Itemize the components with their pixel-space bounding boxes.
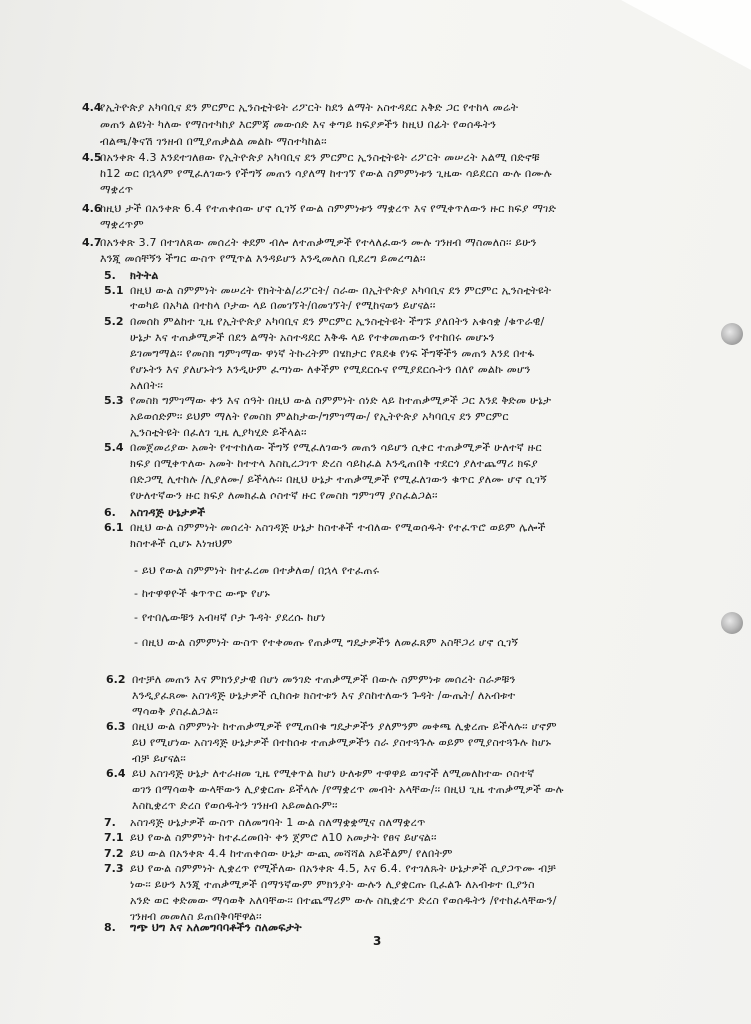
text-line: በመሰከ ምልከተ ጊዜ የኢትዮጵያ አካባቢና ደን ምርምር ኢንስቲትዩት ችግኙ ያለበትን አቁሳቋ /ቁጥራዊ/ — [130, 315, 545, 328]
text-line: በአንቀጽ 3.7 በተገለጸው መሰረት ቀደም ብሎ ለተጠቃሚዎች የተላለፈውን ሙሉ ገንዘብ ማስመለስ፡፡ ይሁን — [100, 236, 537, 249]
text-line: ተወካይ በአካል በተከላ ቦታው ላይ በመገኘት/በመገኘት/ የሚከናወን ይሆናል፡፡ — [130, 299, 436, 312]
text-line: አስገዳጅ ሁኔታዎች ውስጥ ስለመግባት 1 ውል ስለማቋቋሚና ስለማቋረጥ — [130, 816, 426, 829]
text-line: ማቋረጥ — [100, 183, 134, 196]
text-line: የኢትዮጵያ አካባቢና ደን ምርምር ኢንስቲትዩት ሪፖርት ከደን ልማት አስተዳደር አቅድ ጋር የተከላ መሬት — [100, 101, 519, 114]
text-line: - በዚህ ውል ስምምነት ውስጥ የተቀመጡ የጠቃሚ ግዴታዎችን ለመፈጸም አስቸጋሪ ሆኖ ሲገኝ — [134, 636, 519, 649]
text-line: ወገን በማሳወቅ ውላቸውን ሊያቋርጡ ይችላሉ /የማቋረጥ መብት አላቸው/፡፡ በዚህ ጊዜ ተጠቃሚዎች ውሉ — [132, 783, 564, 796]
text-line: በተቻለ መጠን እና ምክንያታዊ በሆነ መንገድ ተጠቃሚዎች በውሉ ስምምነቱ መሰረት ስራዎቹን — [132, 673, 516, 686]
text-line: የሆኑትን እና ያለሆኑትን እንዲሁም ፈጣነው ለቀችም የሚደርሱና የሚያደርሱትን በለየ መልኩ መሆን — [130, 363, 531, 376]
section-number: 5.4 — [104, 441, 124, 454]
section-number: 6. — [104, 506, 116, 519]
text-line: ማቋረጥም — [100, 218, 144, 231]
text-line: ይህ የውል ስምምነት ከተፈረመበት ቀን ጀምሮ ለ10 አመታት የፀና ይሆናል፡፡ — [130, 831, 437, 844]
text-line: ክስተቶች ሲሆኑ እነዝህም — [130, 537, 233, 550]
text-line: ይህ የውል ስምምነት ሊቋረጥ የሚችለው በአንቀጽ 4.5, እና 6.4. የተገለጹት ሁኔታዎች ሲያጋጥሙ ብቻ — [130, 862, 556, 875]
section-number: 7.2 — [104, 847, 124, 860]
text-line: ከ12 ወር በኋላም የሚፈለገውን የችግኝ መጠን ሳያለማ ከተገኘ የውል ስምምነቱን ጊዜው ሳይደርስ ውሉ በሙሉ — [100, 167, 552, 180]
text-line: አይወሰድም፡፡ ይህም ማለት የመስክ ምልከታው/ግምገማው/ የኢትዮጵያ አካባቢና ደን ምርምር — [130, 410, 509, 423]
text-line: ይገመግማል፡፡ የመስክ ግምገማው ዋነኛ ትኩረትም በሄክታር የጸደቁ የነፍ ችግኞችን መጠን እንደ በተፋ — [130, 347, 535, 360]
text-line: ይህ የሚሆነው አስገዳጅ ሁኔታዎች በተከሰቱ ተጠቃሚዎችን ስራ ያስተጓጉሉ ወይም የሚያስተጓጉሉ ከሆኑ — [132, 736, 552, 749]
text-line: በመጀመሪያው አመት የተተከለው ችግኝ የሚፈለገውን መጠን ሳይሆን ሲቀር ተጠቃሚዎች ሁለተኛ ዙር — [130, 441, 542, 454]
section-number: 4.7 — [82, 236, 102, 249]
text-line: ገንዘብ መመለስ ይጠበቅባቸዋል፡፡ — [130, 910, 262, 923]
section-number: 4.4 — [82, 101, 102, 114]
text-line: ነው፡፡ ይሁን እንጂ ተጠቃሚዎች በማንኛውም ምክንያት ውሉን ሊያቋርጡ ቢፈልጉ ለአብቱተ ቢያንስ — [130, 878, 535, 891]
text-line: የመስክ ግምገማው ቀን እና ሰዓት በዚህ ውል ስምምነት ሰነድ ላይ ከተጠቃሚዎች ጋር እንደ ቅድመ ሁኔታ — [130, 394, 552, 407]
text-line: ክፍያ በሚቀጥለው አመት ከተተላ እስኪረጋገጥ ድረስ ሳይከፈል እንዲጠበቅ ተደርጎ ያለተጨማሪ ክፍያ — [130, 457, 538, 470]
section-number: 5.1 — [104, 284, 124, 297]
text-line: በዚህ ውል ስምምነት መሠረት የክትትል/ሪፖርት/ ስራው በኢትዮጵያ አካባቢና ደን ምርምር ኢንስቲትዩት — [130, 284, 552, 297]
text-line: በዚህ ውል ስምምነት መሰረት አስገዳጅ ሁኔታ ከስተቶች ተብለው የሚወሰዱት የተፈጥሮ ወይም ሌሎች — [130, 521, 546, 534]
text-line: - የተበሌውቹን አብዛኛ ቦታ ጉዳት ያደረሱ ከሆነ — [134, 611, 326, 624]
section-number: 6.1 — [104, 521, 124, 534]
text-line: መጠን ልዩነት ካለው የማስተካከያ እርምጃ መውሰድ እና ቀጣይ ክፍያዎችን ከዚህ በፊት የወሰዱትን — [100, 118, 497, 131]
page-number: 3 — [373, 934, 382, 948]
section-number: 4.6 — [82, 202, 102, 215]
section-number: 7.1 — [104, 831, 124, 844]
text-line: ሁኔታ እና ተጠቃሚዎች በደን ልማት አስተዳደር እቅዱ ላይ የተቀመጠውን የተከበሩ መሆኑን — [130, 331, 495, 344]
text-line: ግጭ ህግ እና አለመግባባቶችን ስለመፍታት — [130, 921, 302, 934]
section-number: 6.3 — [106, 720, 126, 733]
text-line: ብቻ ይሆናል፡፡ — [132, 752, 186, 765]
text-line: በድጋሚ ሊተከሉ /ሊያለሙ/ ይችላሉ፡፡ በዚህ ሁኔታ ተጠቃሚዎች የሚፈለገውን ቁጥር ያለሙ ሆኖ ሲገኝ — [130, 473, 547, 486]
section-number: 5.2 — [104, 315, 124, 328]
text-line: ከዚህ ታች በአንቀጽ 6.4 የተጠቀሰው ሆኖ ሲገኝ የውል ስምምነቱን ማቋረጥ እና የሚቀጥለውን ዙር ክፍያ ማገድ — [100, 202, 557, 215]
text-line: ይህ ውል በአንቀጽ 4.4 ከተጠቀሰው ሁኔታ ውጪ መሻሻል አይችልም/ የለበትም — [130, 847, 453, 860]
text-line: ይህ አስገዳጅ ሁኔታ ለተራዘመ ጊዜ የሚቀጥል ከሆነ ሁለቱም ተዋዋይ ወገኖች ለሚመለከተው ሶስተኛ — [132, 767, 535, 780]
text-line: ክትትል — [130, 269, 159, 282]
text-line: በአንቀጽ 4.3 እንደተገለፀው የኢትዮጵያ አካባቢና ደን ምርምር ኢንስቲትዩት ሪፖርት መሠረት አልሚ በድኖቹ — [100, 151, 540, 164]
text-line: አለበት፡፡ — [130, 379, 164, 392]
section-number: 7.3 — [104, 862, 124, 875]
text-line: እንዲያፈጸሙ አስገዳጅ ሁኔታዎች ሲከሰቱ ክስተቱን እና ያስከተለውን ጉዳት /ውጤት/ ለአብቱተ — [132, 689, 516, 702]
text-line: - ይህ የውል ስምምነት ከተፈረመ በተቃለወ/ በኋላ የተፈጠሩ — [134, 564, 380, 577]
section-number: 7. — [104, 816, 116, 829]
text-line: እንጂ መሰቸኝን ችግር ውስጥ የሚጥል እንዳይሆን እንዲመለስ ቢደረግ ይመረጣል፡፡ — [100, 252, 426, 265]
text-line: - ከተዋዋዮች ቁጥጥር ውጭ የሆኑ — [134, 587, 270, 600]
section-number: 5. — [104, 269, 116, 282]
text-line: ማሳወቅ ያስፈልጋል፡፡ — [132, 705, 219, 718]
text-line: አስገዳጅ ሁኔታዎች — [130, 506, 206, 519]
section-number: 5.3 — [104, 394, 124, 407]
section-number: 6.2 — [106, 673, 126, 686]
text-line: ብልጫ/ቅናሽ ገንዘብ በሚያጠቃልል መልኩ ማስተካከል፡፡ — [100, 135, 327, 148]
text-line: በዚህ ውል ስምምነት ከተጠቃሚዎች የሚጠበቁ ግዴታዎችን ያለምንም መቀጫ ሊቋረጡ ይችላሉ፡፡ ሆኖም — [132, 720, 557, 733]
text-line: የሁለተኛውን ዙር ክፍያ ለመክፈል ሶስተኛ ዙር የመስክ ግምገማ ያስፈልጋል፡፡ — [130, 489, 438, 502]
text-line: ኢንስቲትዩት በፈለገ ጊዜ ሊያካሂድ ይችላል፡፡ — [130, 426, 307, 439]
section-number: 6.4 — [106, 767, 126, 780]
text-line: አንድ ወር ቀድመው ማሳወቅ አለባቸው፡፡ በተጨማሪም ውሉ ስኪቋረጥ ድረስ የወሰዱትን /የተከፈላቸውን/ — [130, 894, 557, 907]
section-number: 8. — [104, 921, 116, 934]
section-number: 4.5 — [82, 151, 102, 164]
text-line: እስኪቋረጥ ድረስ የወሰዱትን ገንዘብ አይመልሱም፡፡ — [132, 799, 338, 812]
